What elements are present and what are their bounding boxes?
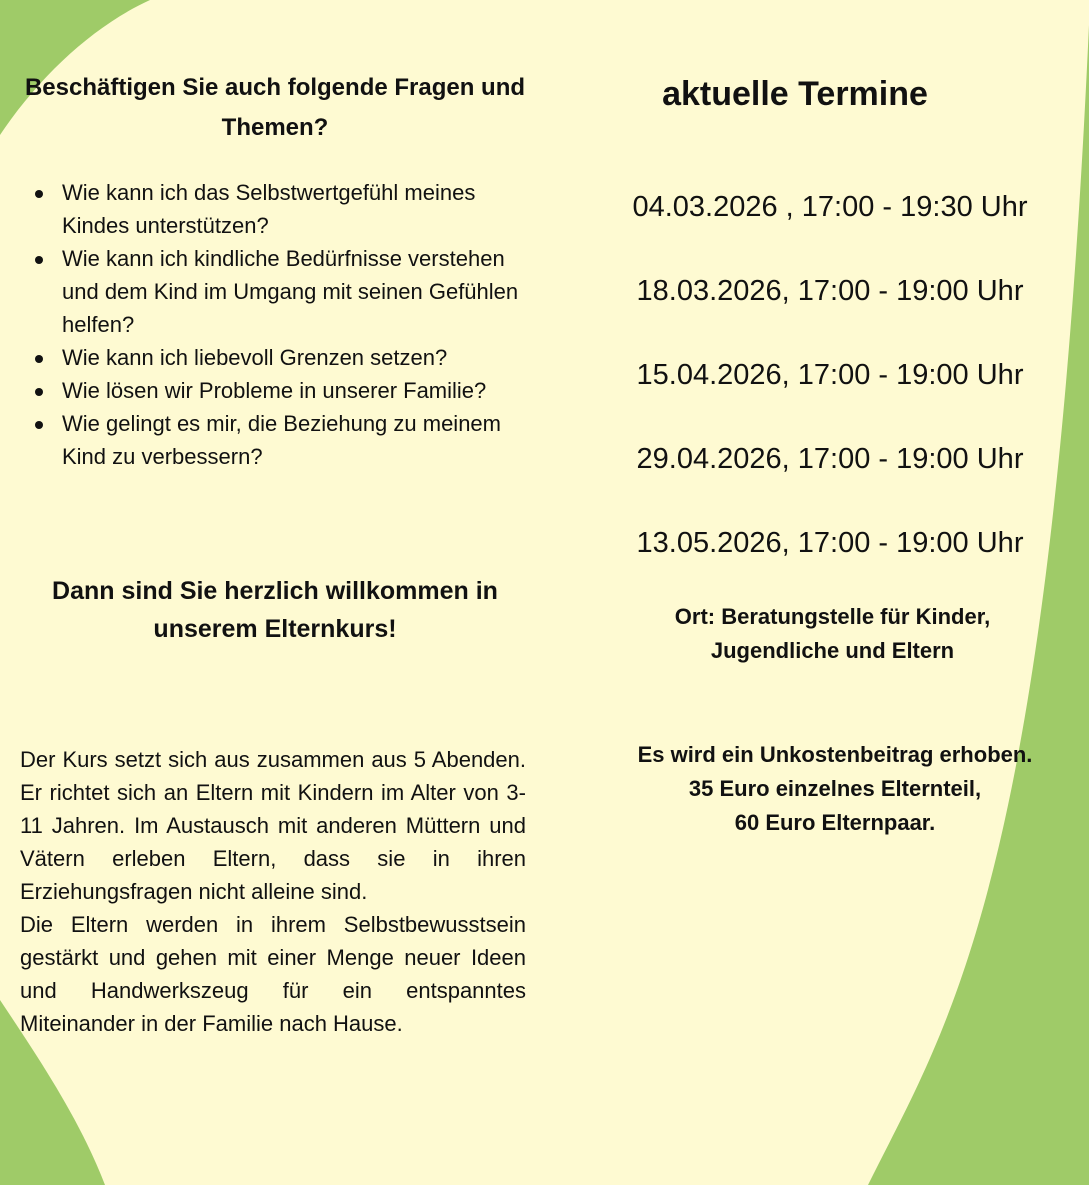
location-line: Jugendliche und Eltern: [710, 638, 955, 663]
fee-line: Es wird ein Unkostenbeitrag erhoben.: [637, 742, 1033, 767]
location-line: Ort: Beratungstelle für Kinder,: [674, 604, 991, 629]
question-item: Wie kann ich kindliche Bedürfnisse verstehen und dem Kind im Umgang mit seinen Gefühlen helfen?: [62, 242, 535, 341]
fee-info: [590, 738, 1080, 840]
question-item: Wie gelingt es mir, die Beziehung zu meinem Kind zu verbessern?: [62, 407, 535, 473]
fee-line: 35 Euro einzelnes Elternteil,: [688, 776, 982, 801]
date-item: 18.03.2026, 17:00 - 19:00 Uhr: [636, 275, 1024, 307]
question-item: Wie lösen wir Probleme in unserer Familie?: [62, 374, 535, 407]
welcome-heading: Dann sind Sie herzlich willkommen in unserem Elternkurs!: [52, 577, 498, 643]
questions-heading: Beschäftigen Sie auch folgende Fragen und Themen?: [24, 74, 526, 141]
date-item: 04.03.2026 , 17:00 - 19:30 Uhr: [632, 191, 1028, 223]
description-paragraph: Der Kurs setzt sich aus zusammen aus 5 Abenden. Er richtet sich an Eltern mit Kindern im Alter von 3-11 Jahren. Im Austausch mit anderen Müttern und Vätern erleben Eltern, dass sie in ihren Erziehungsfragen nicht alleine sind.: [20, 747, 526, 904]
fee-line: 60 Euro Elternpaar.: [734, 810, 936, 835]
dates-list: [580, 187, 1080, 607]
location-info: [585, 600, 1080, 668]
dates-heading: aktuelle Termine: [662, 75, 928, 113]
question-item: Wie kann ich das Selbstwertgefühl meines Kindes unterstützen?: [62, 176, 535, 242]
date-item: 15.04.2026, 17:00 - 19:00 Uhr: [636, 359, 1024, 391]
course-description: [20, 743, 526, 1040]
date-item: 13.05.2026, 17:00 - 19:00 Uhr: [636, 527, 1024, 559]
questions-list: [20, 176, 535, 473]
description-paragraph: Die Eltern werden in ihrem Selbstbewusstsein gestärkt und gehen mit einer Menge neuer Ideen und Handwerkszeug für ein entspanntes Miteinander in der Familie nach Hause.: [20, 912, 526, 1036]
question-item: Wie kann ich liebevoll Grenzen setzen?: [62, 341, 535, 374]
date-item: 29.04.2026, 17:00 - 19:00 Uhr: [636, 443, 1024, 475]
